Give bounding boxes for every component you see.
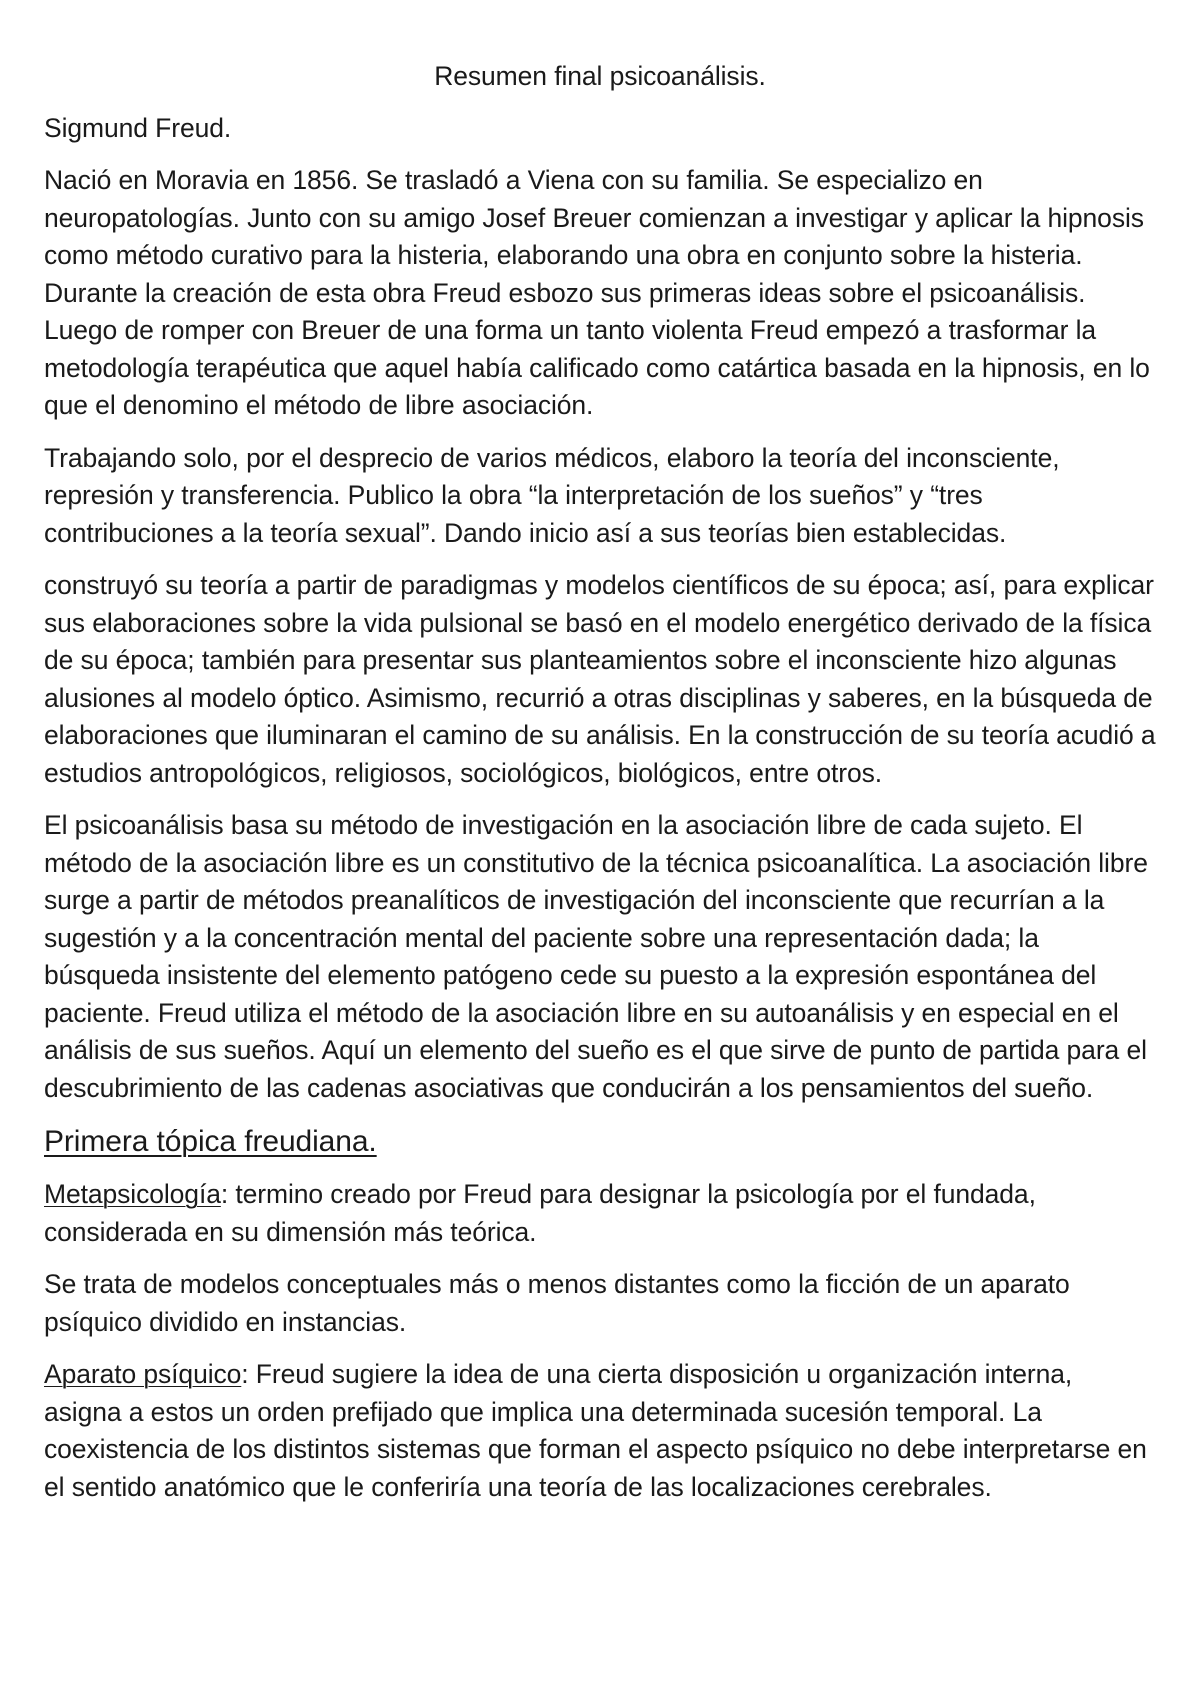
term-metapsicologia: Metapsicología (44, 1179, 221, 1209)
author-heading: Sigmund Freud. (44, 112, 232, 143)
paragraph-works: Trabajando solo, por el desprecio de varios médicos, elaboro la teoría del inconsciente, represión y transferencia. Publico la obra “la interpretación de los sueños” y “tres contribuciones a la teoría sexual”. Dando inicio así a sus teorías bien establecidas. (44, 442, 1060, 548)
definition-text: : Freud sugiere la idea de una cierta disposición u organización interna, asigna a estos un orden prefijado que implica una determinada sucesión temporal. La coexistencia de los distintos sistemas que forman el aspecto psíquico no debe interpretarse en el sentido anatómico que le conferiría una teoría de las localizaciones cerebrales. (44, 1359, 1147, 1502)
section-heading: Primera tópica freudiana. (44, 1125, 377, 1158)
document-title: Resumen final psicoanálisis. (434, 61, 766, 91)
definition-aparato-psiquico (44, 1356, 1156, 1506)
paragraph-theory: construyó su teoría a partir de paradigmas y modelos científicos de su época; así, para explicar sus elaboraciones sobre la vida pulsional se basó en el modelo energético derivado de la física de su época; también para presentar sus planteamientos sobre el inconsciente hizo algunas alusiones al modelo óptico. Asimismo, recurrió a otras disciplinas y saberes, en la búsqueda de elaboraciones que iluminaran el camino de su análisis. En la construcción de su teoría acudió a estudios antropológicos, religiosos, sociológicos, biológicos, entre otros. (44, 570, 1156, 788)
definition-metapsicologia (44, 1176, 1156, 1251)
definition-text: : termino creado por Freud para designar la psicología por el fundada, considerada en su dimensión más teórica. (44, 1179, 1036, 1247)
document-page (44, 58, 1156, 1521)
paragraph-free-association: El psicoanálisis basa su método de investigación en la asociación libre de cada sujeto. El método de la asociación libre es un constitutivo de la técnica psicoanalítica. La asociación libre surge a partir de métodos preanalíticos de investigación del inconsciente que recurrían a la sugestión y a la concentración mental del paciente sobre una representación dada; la búsqueda insistente del elemento patógeno cede su puesto a la expresión espontánea del paciente. Freud utiliza el método de la asociación libre en su autoanálisis y en especial en el análisis de sus sueños. Aquí un elemento del sueño es el que sirve de punto de partida para el descubrimiento de las cadenas asociativas que conducirán a los pensamientos del sueño. (44, 810, 1148, 1103)
paragraph-models: Se trata de modelos conceptuales más o menos distantes como la ficción de un aparato psíquico dividido en instancias. (44, 1269, 1070, 1337)
paragraph-biography: Nació en Moravia en 1856. Se trasladó a Viena con su familia. Se especializo en neuropatologías. Junto con su amigo Josef Breuer comienzan a investigar y aplicar la hipnosis como método curativo para la histeria, elaborando una obra en conjunto sobre la histeria. Durante la creación de esta obra Freud esbozo sus primeras ideas sobre el psicoanálisis. Luego de romper con Breuer de una forma un tanto violenta Freud empezó a trasformar la metodología terapéutica que aquel había calificado como catártica basada en la hipnosis, en lo que el denomino el método de libre asociación. (44, 165, 1150, 420)
term-aparato-psiquico: Aparato psíquico (44, 1359, 242, 1389)
